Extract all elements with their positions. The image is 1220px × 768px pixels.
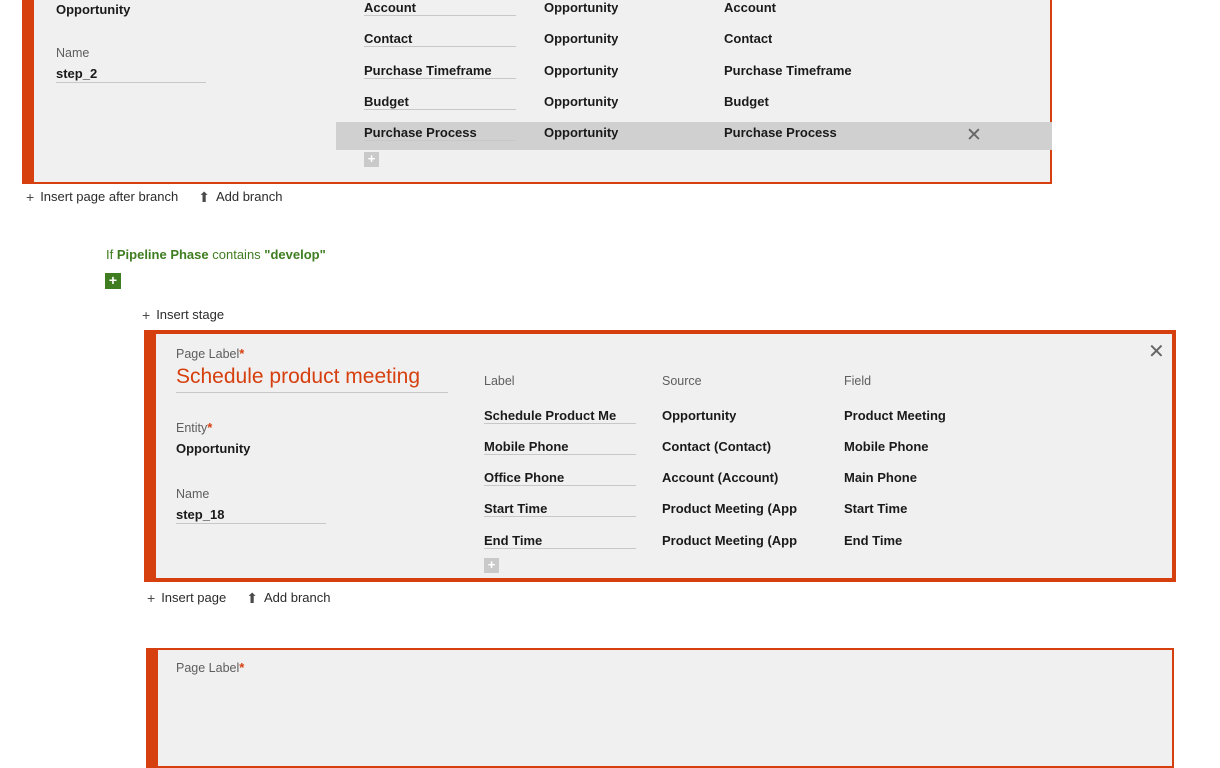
mapping-field[interactable]: Purchase Timeframe — [724, 63, 852, 78]
insert-stage-actions — [142, 307, 224, 322]
stage-close-icon[interactable]: ✕ — [1148, 341, 1165, 363]
condition-add-button[interactable]: + — [105, 273, 121, 289]
name-value[interactable]: step_2 — [56, 66, 206, 83]
mapping-field[interactable]: Product Meeting — [844, 408, 946, 423]
mapping-label[interactable]: Account — [364, 0, 516, 16]
condition-operator: contains — [212, 247, 261, 262]
page-label-required-marker: * — [239, 660, 245, 675]
mapping-source[interactable]: Account (Account) — [662, 470, 779, 485]
page-label-input[interactable]: Schedule product meeting — [176, 365, 448, 393]
plus-icon: + — [26, 188, 35, 205]
mapping-source[interactable]: Opportunity — [544, 94, 619, 109]
name-value[interactable]: step_18 — [176, 507, 326, 524]
stage-card-step-18[interactable] — [144, 330, 1176, 582]
mapping-label[interactable]: Schedule Product Me — [484, 408, 636, 424]
stage-accent-bar — [146, 648, 158, 768]
top-card-actions — [26, 189, 282, 204]
mapping-header-label: Label — [484, 374, 515, 388]
mapping-field[interactable]: Main Phone — [844, 470, 917, 485]
mapping-label[interactable]: Office Phone — [484, 470, 636, 486]
add-branch-label: Add branch — [263, 590, 331, 605]
branch-icon: ⬆ — [198, 188, 210, 205]
mapping-label[interactable]: End Time — [484, 533, 636, 549]
stage-card-step-2[interactable] — [22, 0, 1052, 184]
insert-stage-button[interactable] — [142, 307, 224, 322]
branch-condition[interactable] — [106, 247, 326, 262]
mapping-label[interactable]: Budget — [364, 94, 516, 110]
name-label: Name — [176, 487, 210, 501]
stage-card-actions — [147, 590, 330, 605]
name-label: Name — [56, 46, 90, 60]
mapping-label[interactable]: Purchase Process — [364, 125, 516, 141]
insert-stage-label: Insert stage — [156, 307, 225, 322]
page-label-label: Page Label — [176, 661, 240, 675]
mapping-field[interactable]: Start Time — [844, 501, 908, 516]
mapping-label[interactable]: Mobile Phone — [484, 439, 636, 455]
condition-field: Pipeline Phase — [116, 247, 209, 262]
insert-page-label: Insert page — [161, 590, 227, 605]
mapping-source[interactable]: Product Meeting (App — [662, 533, 798, 548]
insert-page-after-branch-button[interactable] — [26, 189, 178, 204]
mapping-row-delete-icon[interactable]: ✕ — [966, 125, 982, 146]
mapping-source[interactable]: Opportunity — [544, 63, 619, 78]
entity-label: Entity — [176, 421, 208, 435]
plus-icon: + — [142, 306, 151, 323]
mapping-add-row-button[interactable]: + — [484, 558, 499, 573]
mapping-source[interactable]: Opportunity — [662, 408, 737, 423]
condition-if-word: If — [106, 247, 114, 262]
mapping-field[interactable]: End Time — [844, 533, 903, 548]
add-branch-button[interactable] — [246, 590, 330, 605]
stage-card-next[interactable] — [146, 648, 1174, 768]
mapping-source[interactable]: Contact (Contact) — [662, 439, 772, 454]
mapping-field[interactable]: Mobile Phone — [844, 439, 929, 454]
mapping-field[interactable]: Budget — [724, 94, 769, 109]
mapping-header-field: Field — [844, 374, 872, 388]
mapping-field[interactable]: Purchase Process — [724, 125, 837, 140]
insert-page-button[interactable] — [147, 590, 226, 605]
mapping-add-row-button[interactable]: + — [364, 152, 379, 167]
mapping-source[interactable]: Opportunity — [544, 31, 619, 46]
entity-value: Opportunity — [56, 2, 131, 17]
mapping-field[interactable]: Account — [724, 0, 776, 15]
plus-icon: + — [147, 589, 156, 606]
condition-value: "develop" — [264, 247, 326, 262]
mapping-label[interactable]: Purchase Timeframe — [364, 63, 516, 79]
mapping-header-source: Source — [662, 374, 702, 388]
mapping-label[interactable]: Contact — [364, 31, 516, 47]
mapping-field[interactable]: Contact — [724, 31, 773, 46]
add-branch-label: Add branch — [215, 189, 283, 204]
insert-page-after-branch-label: Insert page after branch — [40, 189, 179, 204]
mapping-source[interactable]: Product Meeting (App — [662, 501, 798, 516]
page-label-label: Page Label — [176, 347, 240, 361]
mapping-label[interactable]: Start Time — [484, 501, 636, 517]
mapping-source[interactable]: Opportunity — [544, 125, 619, 140]
entity-value[interactable]: Opportunity — [176, 441, 251, 456]
branch-icon: ⬆ — [246, 589, 258, 606]
mapping-source[interactable]: Opportunity — [544, 0, 619, 15]
add-branch-button[interactable] — [198, 189, 282, 204]
entity-required-marker: * — [207, 420, 213, 435]
stage-accent-bar — [144, 330, 156, 582]
stage-accent-bar — [22, 0, 34, 184]
page-label-required-marker: * — [239, 346, 245, 361]
